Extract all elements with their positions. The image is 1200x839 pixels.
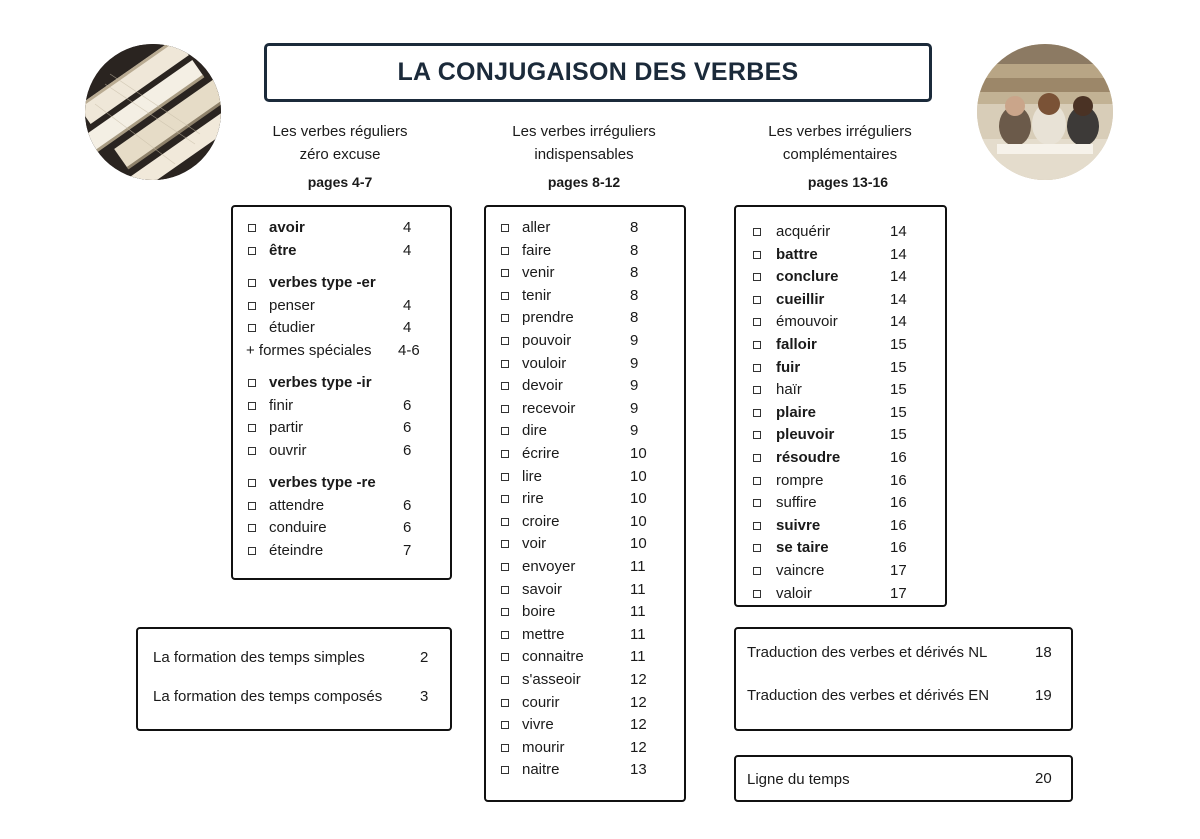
pages-complementary: pages 13-16 [807,174,889,190]
checkbox[interactable] [501,699,509,707]
verb-row[interactable] [736,334,945,356]
verb-row[interactable] [486,443,684,465]
checkbox[interactable] [248,547,256,555]
verb-row[interactable] [486,579,684,601]
page-number: 6 [403,396,412,414]
page-number: 4 [403,219,412,236]
toc-item-translation-en[interactable] [747,685,989,707]
verb-label: savoir [522,580,563,598]
checkbox[interactable] [501,360,509,368]
page-number: 15 [890,426,907,444]
toc-page: 19 [1035,687,1052,704]
verb-label: verbes type -re [269,474,376,491]
title-box [264,43,932,102]
verb-row[interactable] [233,417,450,439]
checkbox[interactable] [753,590,761,598]
verb-row[interactable] [233,495,450,517]
checkbox[interactable] [248,524,256,532]
checkbox[interactable] [501,653,509,661]
verb-label: s'asseoir [522,671,581,688]
checkbox[interactable] [753,341,761,349]
verb-row[interactable] [233,295,450,317]
verb-row[interactable] [736,311,945,333]
students-library-photo [977,44,1113,180]
checkbox[interactable] [753,454,761,462]
verb-row[interactable] [233,372,450,394]
verb-row[interactable] [486,556,684,578]
heading-essential-line1: Les verbes irréguliers [512,123,656,140]
page-number: 13 [630,761,647,779]
heading-complementary-line1: Les verbes irréguliers [768,123,912,140]
verb-row[interactable] [736,447,945,469]
pages-regular: pages 4-7 [307,174,373,190]
verb-row[interactable] [736,379,945,401]
checkbox[interactable] [753,409,761,417]
page-number: 16 [890,449,907,466]
checkbox[interactable] [753,544,761,552]
page-number: 16 [890,516,907,534]
page-number: 4 [403,241,412,259]
checkbox[interactable] [501,292,509,300]
page-number: 8 [630,219,639,236]
page-number: 9 [630,377,639,395]
verb-label: vouloir [522,354,567,372]
books-illustration [85,44,221,180]
page-number: 17 [890,584,907,602]
verb-row[interactable] [736,244,945,266]
verb-label: ouvrir [269,441,307,459]
checkbox[interactable] [501,563,509,571]
page-number: 14 [890,223,907,240]
page-number: 4-6 [398,341,420,359]
verb-label: venir [522,264,555,282]
verb-label: lire [522,467,543,485]
verb-row[interactable] [736,492,945,514]
page-number: 6 [403,496,412,514]
verb-row[interactable] [736,289,945,311]
verb-label: envoyer [522,558,576,575]
verb-label: conclure [776,268,839,286]
verb-label: vivre [522,716,554,734]
checkbox[interactable] [501,473,509,481]
verb-row[interactable] [736,221,945,243]
page-number: 6 [403,419,412,436]
verb-label: résoudre [776,449,841,466]
verb-row[interactable] [486,692,684,714]
page-number: 10 [630,445,647,462]
page-number: 8 [630,309,639,327]
verb-row[interactable] [486,533,684,555]
checkbox[interactable] [501,337,509,345]
verb-label: rompre [776,471,824,489]
page-number: 12 [630,716,647,734]
checkbox[interactable] [753,386,761,394]
verb-label: recevoir [522,399,576,417]
books-photo [85,44,221,180]
checkbox[interactable] [248,424,256,432]
checkbox[interactable] [248,324,256,332]
verb-label: partir [269,419,304,436]
verb-row[interactable] [486,601,684,623]
page-number: 10 [630,490,647,508]
verb-label: haïr [776,381,802,399]
verb-row[interactable] [736,583,945,605]
verb-label: être [269,241,297,259]
verb-row[interactable] [233,440,450,462]
checkbox[interactable] [501,269,509,277]
verb-row[interactable] [736,537,945,559]
verb-label: acquérir [776,223,831,240]
checkbox[interactable] [248,224,256,232]
verb-row[interactable] [486,737,684,759]
page-number: 10 [630,512,647,530]
page-number: 6 [403,441,412,459]
verb-label: émouvoir [776,313,838,331]
page-number: 9 [630,399,639,417]
verb-label: penser [269,296,315,314]
toc-page: 18 [1035,644,1052,661]
checkbox[interactable] [248,402,256,410]
verb-label: falloir [776,336,817,353]
checkbox[interactable] [248,247,256,255]
verb-label: verbes type -ir [269,374,372,391]
page-number: 8 [630,264,639,282]
verb-label: courir [522,693,560,711]
checkbox[interactable] [501,314,509,322]
toc-item-formation-composed[interactable] [153,686,382,708]
verb-row[interactable] [233,217,450,239]
verb-label: + formes spéciales [246,341,372,359]
verb-row[interactable] [736,424,945,446]
verb-row[interactable] [486,759,684,781]
complementary-verbs-box [734,205,947,607]
checkbox[interactable] [248,379,256,387]
page-number: 11 [630,580,646,598]
students-illustration [977,44,1113,180]
heading-complementary-line2: complémentaires [782,146,898,163]
verb-label: suffire [776,494,817,512]
checkbox[interactable] [501,450,509,458]
page-title: LA CONJUGAISON DES VERBES [397,58,799,86]
verb-label: boire [522,603,556,621]
toc-label: Ligne du temps [747,771,850,788]
verb-label: verbes type -er [269,274,376,291]
verb-label: prendre [522,309,574,327]
page-number: 14 [890,245,907,263]
verb-label: pleuvoir [776,426,835,444]
checkbox[interactable] [501,405,509,413]
heading-essential-line2: indispensables [534,146,634,163]
page-number: 9 [630,422,639,440]
page-number: 12 [630,738,647,756]
checkbox[interactable] [501,540,509,548]
verb-label: faire [522,241,552,259]
checkbox[interactable] [501,224,509,232]
verb-label: plaire [776,403,817,421]
verb-row[interactable] [736,470,945,492]
checkbox[interactable] [501,631,509,639]
verb-label: pouvoir [522,332,572,349]
essential-verbs-box [484,205,686,802]
verb-label: tenir [522,286,552,304]
verb-row[interactable] [486,353,684,375]
page-number: 14 [890,268,907,286]
verb-label: aller [522,219,551,236]
page-number: 4 [403,296,412,314]
checkbox[interactable] [248,302,256,310]
verb-row[interactable] [486,240,684,262]
formation-box [136,627,452,731]
page-number: 8 [630,286,639,304]
heading-regular-line1: Les verbes réguliers [272,123,408,140]
verb-row[interactable] [233,240,450,262]
checkbox[interactable] [753,477,761,485]
checkbox[interactable] [501,586,509,594]
verb-label: conduire [269,519,327,536]
toc-page: 2 [420,649,429,666]
page-number: 11 [630,558,646,575]
verb-row[interactable] [486,217,684,239]
heading-regular [240,120,440,166]
toc-page: 20 [1035,770,1052,787]
checkbox[interactable] [501,427,509,435]
verb-label: attendre [269,496,325,514]
checkbox[interactable] [753,251,761,259]
verb-row[interactable] [486,398,684,420]
page-number: 4 [403,319,412,336]
page-number: 16 [890,539,907,557]
verb-row[interactable] [233,395,450,417]
verb-label: cueillir [776,290,825,308]
heading-essential [484,120,684,166]
verb-row[interactable] [233,517,450,539]
verb-row[interactable] [486,624,684,646]
heading-complementary [740,120,940,166]
page-number: 15 [890,403,907,421]
verb-label: devoir [522,377,563,395]
verb-label: se taire [776,539,829,557]
verb-label: fuir [776,358,801,376]
checkbox[interactable] [248,502,256,510]
verb-row[interactable] [486,262,684,284]
page-number: 11 [630,625,646,643]
checkbox[interactable] [753,364,761,372]
verb-row[interactable] [233,540,450,562]
heading-regular-line2: zéro excuse [299,146,381,163]
verb-label: vaincre [776,562,825,579]
verb-row[interactable] [233,272,450,294]
verb-row[interactable] [486,307,684,329]
checkbox[interactable] [248,279,256,287]
checkbox[interactable] [501,766,509,774]
checkbox[interactable] [248,479,256,487]
page-number: 9 [630,354,639,372]
checkbox[interactable] [753,431,761,439]
verb-label: finir [269,396,294,414]
page-number: 10 [630,467,647,485]
verb-label: voir [522,535,547,553]
checkbox[interactable] [501,744,509,752]
toc-label: Traduction des verbes et dérivés NL [747,644,988,661]
checkbox[interactable] [248,447,256,455]
verb-row[interactable] [486,669,684,691]
checkbox[interactable] [501,608,509,616]
toc-item-timeline[interactable] [747,769,850,791]
checkbox[interactable] [501,247,509,255]
verb-label: éteindre [269,541,324,559]
verb-row[interactable] [736,266,945,288]
verb-row[interactable] [486,646,684,668]
verb-row[interactable] [233,317,450,339]
page-number: 8 [630,241,639,259]
verb-row[interactable] [486,330,684,352]
toc-label: La formation des temps simples [153,649,365,666]
page-number: 11 [630,603,646,621]
checkbox[interactable] [753,567,761,575]
page-number: 12 [630,693,647,711]
timeline-box [734,755,1073,802]
checkbox[interactable] [501,382,509,390]
page-number: 10 [630,535,647,553]
toc-label: La formation des temps composés [153,688,383,705]
verb-row[interactable] [233,472,450,494]
checkbox[interactable] [753,499,761,507]
verb-row[interactable] [736,357,945,379]
verb-row[interactable] [486,466,684,488]
toc-label: Traduction des verbes et dérivés EN [747,687,990,704]
verb-row[interactable] [736,402,945,424]
page-number: 14 [890,290,907,308]
page-number: 6 [403,519,412,536]
checkbox[interactable] [501,495,509,503]
verb-label: mettre [522,625,565,643]
toc-item-translation-nl[interactable] [747,642,987,664]
verb-row[interactable] [486,285,684,307]
verb-row[interactable] [736,560,945,582]
verb-row[interactable] [486,420,684,442]
verb-row[interactable] [486,375,684,397]
page-number: 7 [403,541,412,559]
checkbox[interactable] [753,296,761,304]
page-number: 15 [890,336,907,353]
checkbox[interactable] [753,228,761,236]
verb-row[interactable] [736,515,945,537]
toc-page: 3 [420,688,429,705]
verb-label: mourir [522,738,565,756]
page-number: 17 [890,562,907,579]
page-number: 15 [890,381,907,399]
regular-verbs-box [231,205,452,580]
page-number: 14 [890,313,907,331]
translation-box [734,627,1073,731]
verb-row[interactable] [486,488,684,510]
page-number: 11 [630,648,646,666]
verb-label: valoir [776,584,812,602]
verb-label: rire [522,490,544,508]
checkbox[interactable] [501,721,509,729]
checkbox[interactable] [501,676,509,684]
verb-label: dire [522,422,548,440]
verb-label: étudier [269,319,315,336]
verb-label: écrire [522,445,560,462]
pages-essential: pages 8-12 [547,174,621,190]
checkbox[interactable] [753,522,761,530]
verb-label: suivre [776,516,821,534]
page-number: 9 [630,332,639,349]
page-number: 15 [890,358,907,376]
page-number: 16 [890,494,907,512]
checkbox[interactable] [501,518,509,526]
checkbox[interactable] [753,318,761,326]
verb-row[interactable] [486,511,684,533]
verb-label: battre [776,245,818,263]
verb-row[interactable] [486,714,684,736]
verb-row[interactable] [233,340,450,362]
page-number: 12 [630,671,647,688]
toc-item-formation-simple[interactable] [153,647,365,669]
verb-label: naitre [522,761,560,779]
verb-label: croire [522,512,560,530]
checkbox[interactable] [753,273,761,281]
verb-label: connaitre [522,648,584,666]
verb-label: avoir [269,219,305,236]
page-number: 16 [890,471,907,489]
